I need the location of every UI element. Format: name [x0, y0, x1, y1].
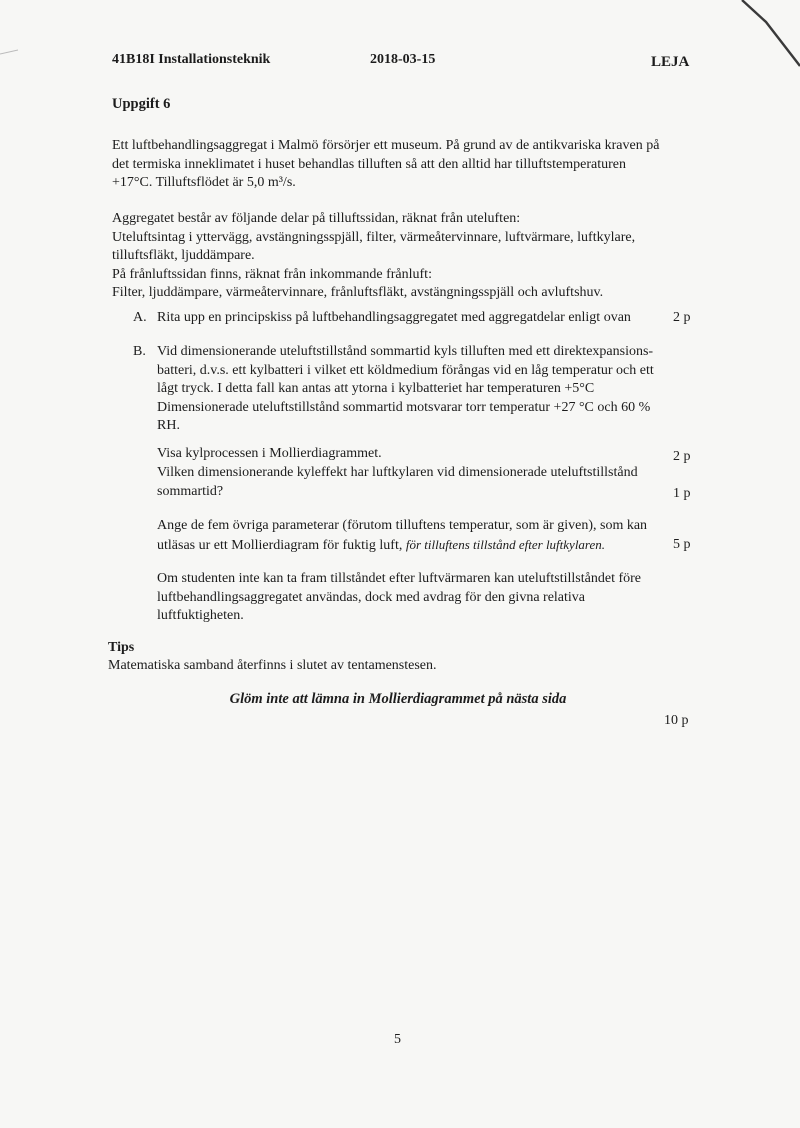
page-number: 5 [394, 1032, 401, 1047]
reminder-text: Glöm inte att lämna in Mollierdiagrammet på nästa sida [229, 691, 567, 707]
question-b-letter: B. [133, 344, 146, 359]
subquestion-3-line: utläsas ur ett Mollierdiagram för fuktig luft, [157, 537, 403, 553]
subquestion-1-points: 2 p [673, 449, 691, 464]
question-b-line: Dimensionerade uteluftstillstånd sommartid motsvarar torr temperatur +27 °C och 60 % [157, 399, 651, 415]
intro-line: +17°C. Tilluftsflödet är 5,0 m³/s. [112, 175, 296, 190]
question-a-text: Rita upp en principskiss på luftbehandlingsaggregatet med aggregatdelar enligt ovan [157, 310, 631, 325]
question-a-letter: A. [133, 310, 147, 325]
task-title: Uppgift 6 [112, 96, 171, 112]
teacher-initials: LEJA [651, 54, 690, 70]
question-b-line: lågt tryck. I detta fall kan antas att ytorna i kylbatteriet har temperaturen +5°C [157, 381, 595, 396]
question-b-line: RH. [157, 418, 180, 433]
subquestion-3-line: Ange de fem övriga parameterar (förutom tilluftens temperatur, som är given), som kan [157, 518, 648, 533]
components-line: Aggregatet består av följande delar på tilluftssidan, räknat från uteluften: [112, 211, 521, 226]
components-line: tilluftsfläkt, ljuddämpare. [112, 248, 255, 263]
subquestion-3-emphasis: för tilluftens tillstånd efter luftkylaren. [405, 536, 606, 552]
components-line: Filter, ljuddämpare, värmeåtervinnare, frånluftsfläkt, avstängningsspjäll och avluftshuv. [112, 285, 604, 300]
subquestion-2-points: 1 p [673, 486, 691, 501]
question-b-text [157, 343, 697, 436]
subquestion-1-text: Visa kylprocessen i Mollierdiagrammet. [157, 446, 382, 461]
question-b-line: Vid dimensionerande uteluftstillstånd sommartid kyls tilluften med ett direktexpansions- [157, 344, 654, 359]
grading-note-line: luftfuktigheten. [157, 608, 244, 623]
intro-paragraph [112, 137, 697, 193]
components-line: Uteluftsintag i yttervägg, avstängningsspjäll, filter, värmeåtervinnare, luftvärmare, luftkylare, [112, 229, 636, 245]
subquestion-2-line: sommartid? [157, 483, 224, 499]
exam-date: 2018-03-15 [370, 52, 436, 67]
tips-heading: Tips [108, 640, 135, 655]
components-paragraph [112, 210, 697, 303]
components-line: På frånluftssidan finns, räknat från inkommande frånluft: [112, 266, 432, 282]
tips-text: Matematiska samband återfinns i slutet av tentamenstesen. [108, 658, 437, 673]
question-b-line: batteri, d.v.s. ett kylbatteri i vilket ett köldmedium förångas vid en låg temperatur och ett [157, 362, 654, 378]
question-a-points: 2 p [673, 310, 691, 325]
intro-line: det termiska inneklimatet i huset behandlas tilluften så att den alltid har tilluftstemperaturen [112, 156, 626, 172]
grading-note-line: Om studenten inte kan ta fram tillståndet efter luftvärmaren kan uteluftstillståndet före [157, 571, 642, 586]
subquestion-3-points: 5 p [673, 537, 691, 552]
grading-note-line: luftbehandlingsaggregatet användas, dock med avdrag för den givna relativa [157, 589, 586, 605]
intro-line: Ett luftbehandlingsaggregat i Malmö försörjer ett museum. På grund av de antikvariska kraven på [112, 138, 660, 153]
subquestion-2-line: Vilken dimensionerande kyleffekt har luftkylaren vid dimensionerade uteluftstillstånd [157, 465, 638, 480]
total-points: 10 p [664, 713, 689, 728]
course-code: 41B18I Installationsteknik [112, 52, 271, 67]
reminder-note [0, 691, 800, 708]
